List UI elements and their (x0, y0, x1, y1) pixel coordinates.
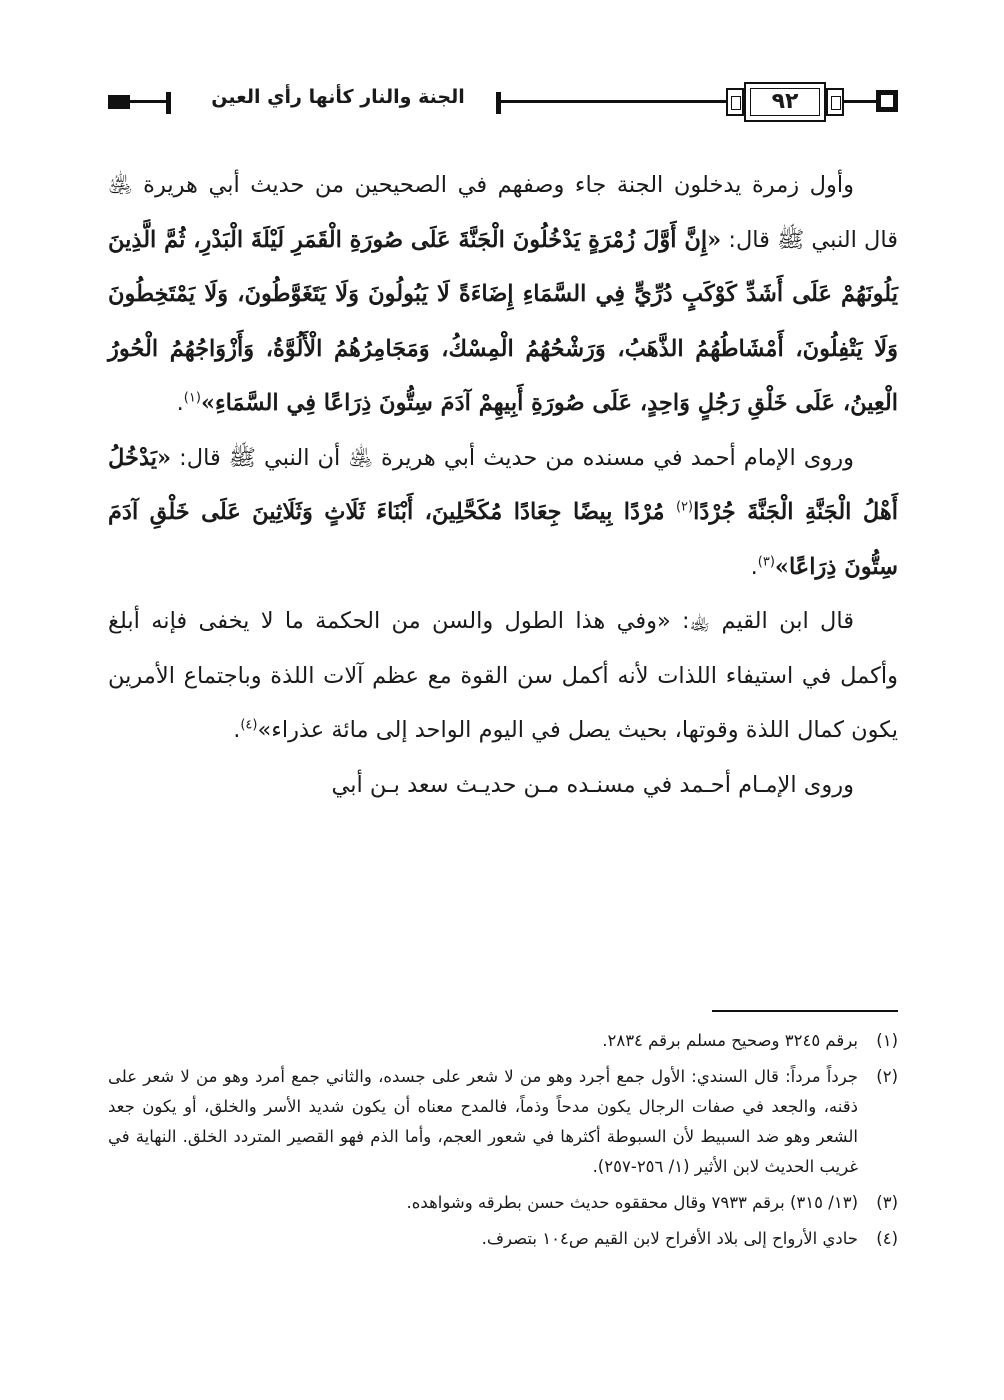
footnotes (108, 1026, 898, 1260)
footnote-text: حادي الأرواح إلى بلاد الأفراح لابن القيم ص١٠٤ بتصرف. (481, 1229, 858, 1248)
footnote-text: جرداً مرداً: قال السندي: الأول جمع أجرد وهو من لا شعر على جسده، والثاني جمع أمرد وهو من لا شعر على ذقنه، والجعد في صفات الرجال يكون مدحاً وذماً، فالمدح معناه أن يكون شديد الأسر والخلق، أو يكون جعد الشعر وهو ضد السبيط لأن السبوطة أكثرها في شعور العجم، وأما الذم فهو القصير المتردد الخلق. النهاية في غريب الحديث لابن الأثير (١/ ٢٥٦-٢٥٧). (108, 1067, 858, 1176)
footnote-text: (١٣/ ٣١٥) برقم ٧٩٣٣ وقال محققوه حديث حسن بطرقه وشواهده. (406, 1193, 858, 1212)
hadith-quote: «يَدْخُلُ أَهْلُ الْجَنَّةِ الْجَنَّةَ جُرْدًا (108, 444, 898, 525)
hadith-quote: مُرْدًا بِيضًا جِعَادًا مُكَحَّلِينَ، أَبْنَاءَ ثَلَاثٍ وَثَلَاثِينَ عَلَى خَلْقِ آدَمَ سِتُّونَ ذِرَاعًا» (108, 499, 898, 580)
header-rule (844, 100, 876, 103)
header-ornament-bar (496, 92, 501, 114)
footnote-mark: (٣) (757, 554, 775, 569)
page-number-frame (744, 82, 826, 122)
header-rule (130, 100, 166, 103)
footnote-number: (٣) (876, 1193, 898, 1212)
header-ornament-knot (826, 88, 844, 116)
footnote-separator (712, 1010, 898, 1012)
header-ornament-bar (166, 92, 171, 114)
footnote-text: برقم ٣٢٤٥ وصحيح مسلم برقم ٢٨٣٤. (602, 1031, 858, 1050)
footnote (108, 1224, 898, 1254)
sentence-end: . (750, 553, 758, 580)
footnote-mark: (٤) (240, 717, 258, 733)
page-number: ٩٢ (771, 89, 799, 114)
header-rule (501, 100, 726, 103)
footnote (108, 1188, 898, 1218)
page-header (108, 82, 898, 128)
paragraph-2 (108, 431, 898, 595)
sentence-end: . (233, 717, 241, 743)
paragraph-text: قال ابن القيم ﵀: «وفي هذا الطول والسن من الحكمة ما لا يخفى فإنه أبلغ وأكمل في استيفاء اللذات لأنه أكمل سن القوة مع عظم آلات اللذة وباجتماع الأمرين يكون كمال اللذة وقوتها، بحيث يصل في اليوم الواحد إلى مائة عذراء» (108, 608, 898, 743)
paragraph-text: وأول زمرة يدخلون الجنة جاء وصفهم في الصحيحين من حديث أبي هريرة ﵁ قال النبي ﷺ قال: (108, 172, 898, 253)
footnote-mark: (٢) (675, 499, 694, 515)
header-ornament-square (876, 90, 898, 112)
sentence-end: . (176, 390, 184, 416)
header-ornament-left (108, 95, 130, 109)
footnote (108, 1062, 898, 1182)
main-text (108, 158, 898, 812)
footnote-number: (١) (876, 1031, 898, 1050)
header-ornament-knot (726, 88, 744, 116)
footnote (108, 1026, 898, 1056)
paragraph-4 (108, 758, 898, 813)
paragraph-1 (108, 158, 898, 431)
hadith-quote: «إِنَّ أَوَّلَ زُمْرَةٍ يَدْخُلُونَ الْجَنَّةَ عَلَى صُورَةِ الْقَمَرِ لَيْلَةَ الْبَدْرِ، ثُمَّ الَّذِينَ يَلُونَهُمْ عَلَى أَشَدِّ كَوْكَبٍ دُرِّيٍّ فِي السَّمَاءِ إِضَاءَةً لَا يَبُولُونَ وَلَا يَتَغَوَّطُونَ، وَلَا يَمْتَخِطُونَ وَلَا يَتْفِلُونَ، أَمْشَاطُهُمُ الذَّهَبُ، وَرَشْحُهُمُ الْمِسْكُ، وَمَجَامِرُهُمُ الْأَلُوَّةُ، وَأَزْوَاجُهُمُ الْحُورُ الْعِينُ، عَلَى خَلْقِ رَجُلٍ وَاحِدٍ، عَلَى صُورَةِ أَبِيهِمْ آدَمَ سِتُّونَ ذِرَاعًا فِي السَّمَاءِ» (108, 226, 898, 416)
running-title: الجنة والنار كأنها رأي العين (211, 86, 465, 108)
footnote-mark: (١) (183, 390, 201, 406)
footnote-number: (٤) (876, 1229, 898, 1248)
paragraph-text: وروى الإمـام أحـمد في مسنـده مـن حديـث سعد بـن أبي (331, 771, 854, 798)
footnote-number: (٢) (876, 1067, 898, 1086)
paragraph-text: وروى الإمام أحمد في مسنده من حديث أبي هريرة ﵁ أن النبي ﷺ قال: (171, 444, 854, 471)
paragraph-3 (108, 594, 898, 758)
